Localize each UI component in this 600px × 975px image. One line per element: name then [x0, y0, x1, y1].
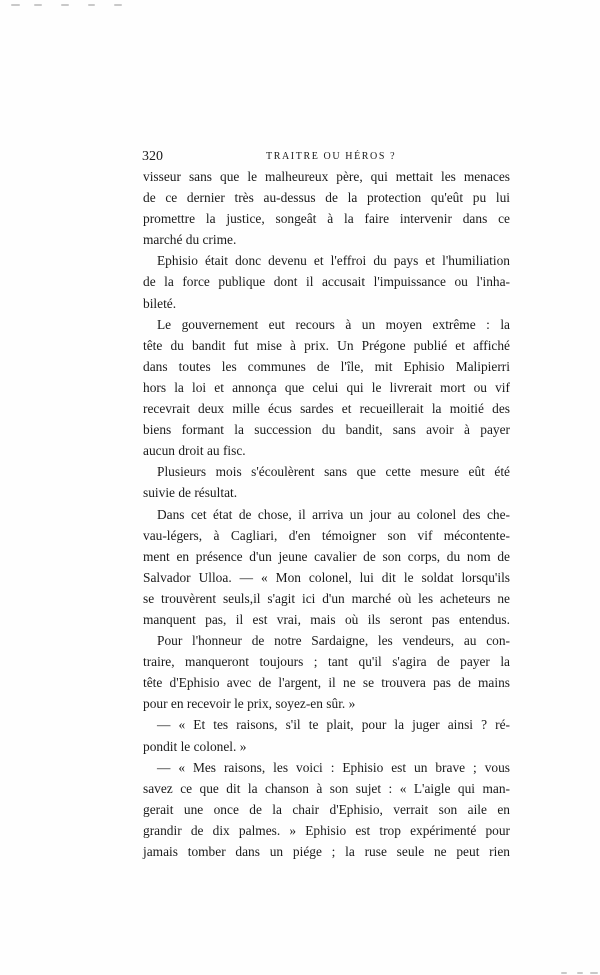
- text-line: tête du bandit fut mise à prix. Un Prégone publié et affiché: [143, 337, 510, 353]
- text-line: Ephisio était donc devenu et l'effroi du pays et l'humiliation: [157, 253, 510, 269]
- text-line: — « Et tes raisons, s'il te plait, pour la juger ainsi ? ré-: [157, 717, 510, 733]
- text-line: grandir de dix palmes. » Ephisio est trop expérimenté pour: [143, 822, 510, 838]
- text-line: visseur sans que le malheureux père, qui mettait les menaces: [143, 169, 510, 184]
- text-line: Plusieurs mois s'écoulèrent sans que cette mesure eût été: [157, 464, 510, 480]
- text-line: se trouvèrent seuls,il s'agit ici d'un marché où les acheteurs ne: [143, 590, 510, 606]
- text-line: de la force publique dont il accusait l'impuissance ou l'inha-: [143, 274, 510, 290]
- text-line: de ce dernier très au-dessus de la protection qu'eût pu lui: [143, 190, 510, 206]
- text-line: promettre la justice, songeât à la faire intervenir dans ce: [143, 211, 510, 227]
- text-line: biens formant la succession du bandit, sans avoir à payer: [143, 422, 510, 438]
- text-line: pondit le colonel. »: [143, 738, 247, 754]
- scan-speck: [34, 4, 42, 6]
- text-line: manquent pas, il est vrai, mais où ils seront pas entendus.: [143, 611, 510, 627]
- text-line: gerait une once de la chair d'Ephisio, verrait son aile en: [143, 801, 510, 817]
- text-line: hors la loi et annonça que celui qui le livrerait mort ou vif: [143, 379, 510, 395]
- text-line: Salvador Ulloa. — « Mon colonel, lui dit le soldat lorsqu'ils: [143, 569, 510, 585]
- text-line: Dans cet état de chose, il arriva un jour au colonel des che-: [157, 506, 510, 522]
- text-line: savez ce que dit la chanson à son sujet : « L'aigle qui man-: [143, 780, 510, 796]
- text-line: aucun droit au fisc.: [143, 443, 246, 459]
- running-header: [142, 148, 511, 166]
- text-line: dans toutes les communes de l'île, mit Ephisio Malipierri: [143, 358, 510, 374]
- scan-speck: [561, 972, 567, 974]
- scan-speck: [114, 4, 122, 6]
- text-line: bileté.: [143, 295, 177, 311]
- scan-speck: [577, 972, 583, 974]
- text-line: traire, manqueront toujours ; tant qu'il s'agira de payer la: [143, 654, 510, 670]
- body-text: [143, 166, 510, 862]
- scan-speck: [61, 4, 69, 6]
- text-line: Le gouvernement eut recours à un moyen extrême : la: [157, 316, 510, 332]
- text-line: recevrait deux mille écus sardes et recueillerait la moitié des: [143, 401, 510, 417]
- text-line: pour en recevoir le prix, soyez-en sûr. »: [143, 696, 356, 712]
- text-line: suivie de résultat.: [143, 485, 238, 501]
- text-line: tête d'Ephisio avec de l'argent, il ne se trouvera pas de mains: [143, 675, 510, 691]
- page-number: 320: [142, 149, 163, 164]
- text-line: Pour l'honneur de notre Sardaigne, les vendeurs, au con-: [157, 633, 510, 649]
- text-line: jamais tomber dans un piége ; la ruse seule ne peut rien: [143, 844, 510, 859]
- running-title: TRAITRE OU HÉROS ?: [266, 151, 397, 162]
- scan-speck: [88, 4, 95, 6]
- text-line: vau-légers, à Cagliari, d'en témoigner son vif mécontente-: [143, 527, 510, 543]
- scan-speck: [590, 972, 598, 974]
- text-line: marché du crime.: [143, 232, 237, 248]
- text-line: — « Mes raisons, les voici : Ephisio est un brave ; vous: [157, 759, 510, 775]
- scan-speck: [11, 4, 20, 6]
- text-line: ment en présence d'un jeune cavalier de son corps, du nom de: [143, 548, 510, 564]
